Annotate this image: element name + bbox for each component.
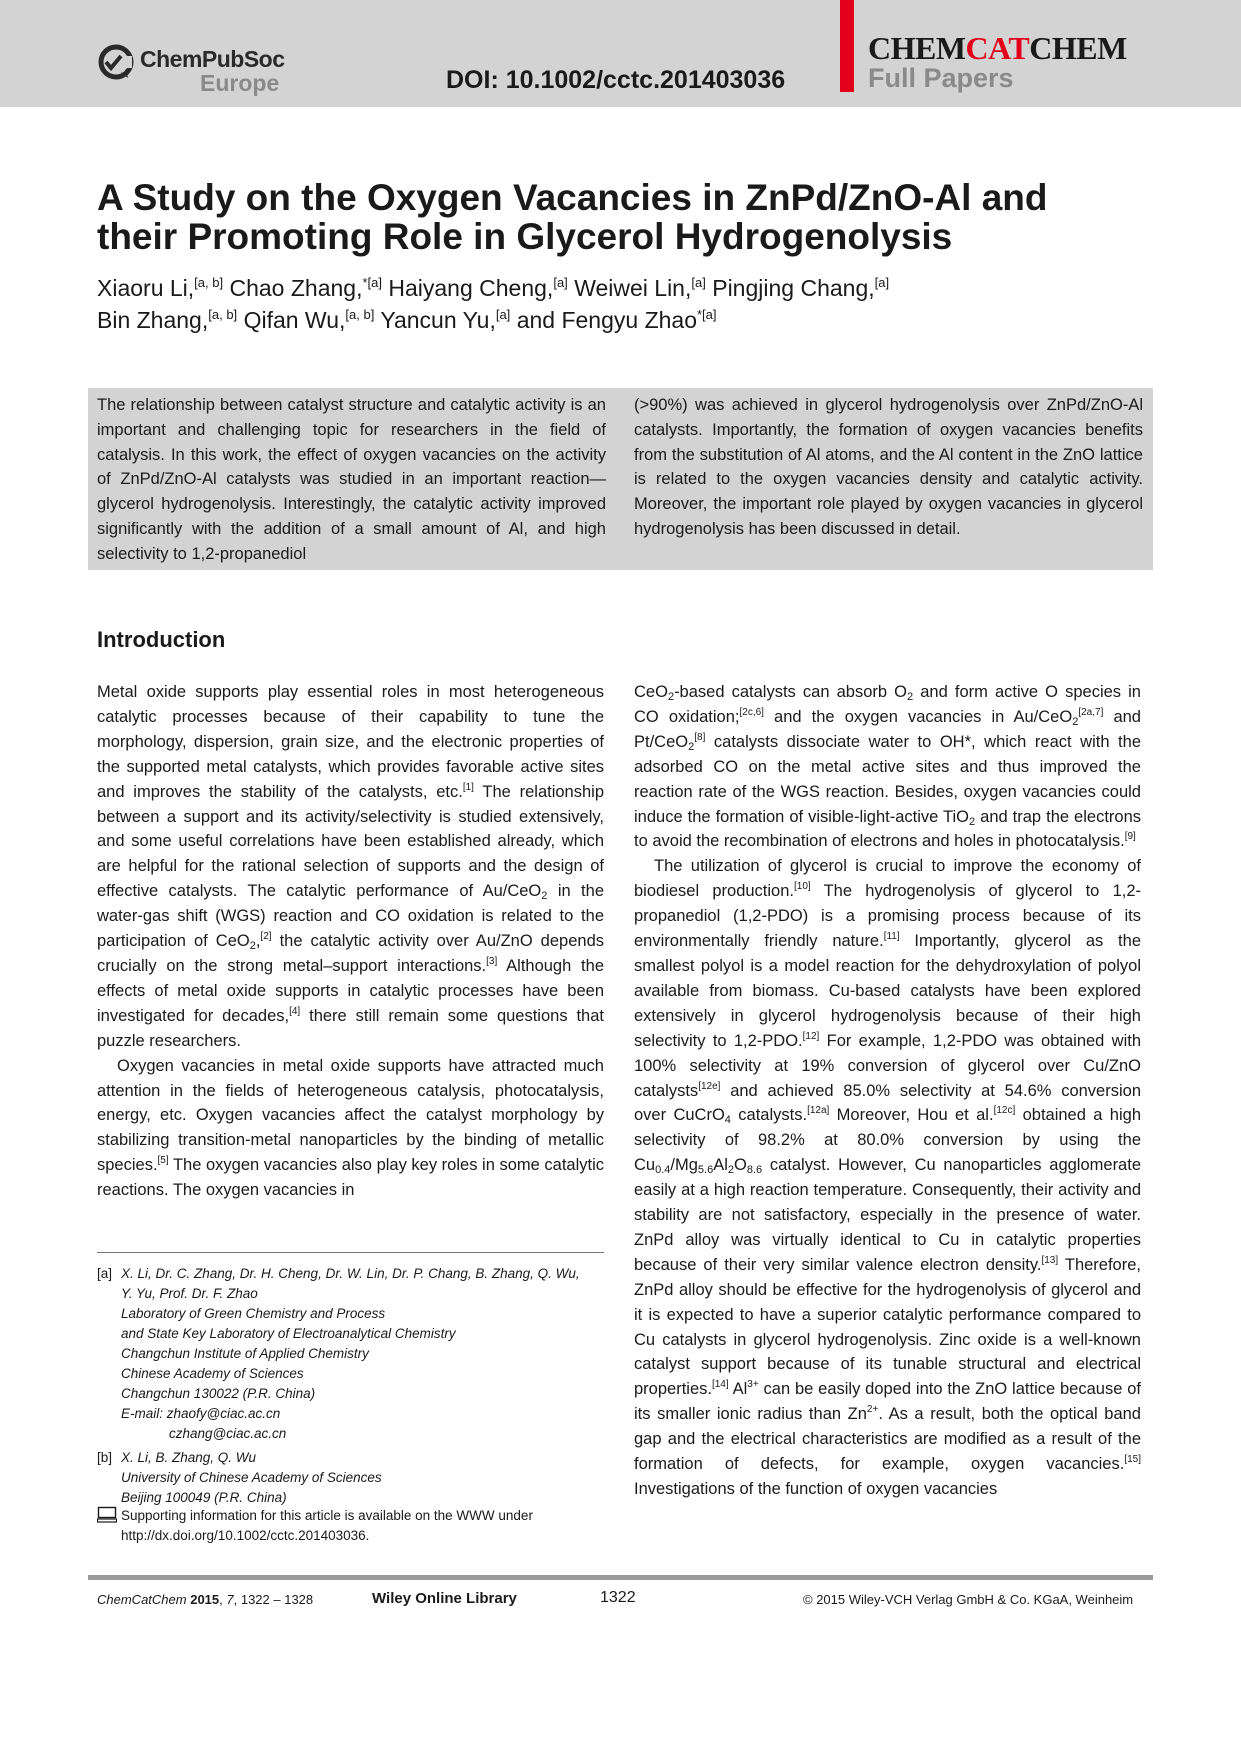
footnote-line: Changchun Institute of Applied Chemistry (121, 1346, 369, 1361)
footer-year: 2015 (190, 1592, 220, 1607)
citation-ref[interactable]: [5] (157, 1155, 169, 1167)
author-affiliation-marker: [a] (553, 275, 568, 290)
subscript: 2 (249, 940, 256, 953)
section-heading-introduction: Introduction (97, 627, 226, 652)
author-name: Xiaoru Li, (97, 275, 195, 301)
author-affiliation-marker: [a, b] (345, 307, 375, 322)
citation-ref[interactable]: [12a] (807, 1105, 830, 1117)
journal-name-part3: CHEM (1029, 30, 1127, 66)
subscript: 2 (1072, 715, 1079, 728)
email-link[interactable]: E-mail: zhaofy@ciac.ac.cn (121, 1406, 281, 1421)
citation-ref[interactable]: [13] (1041, 1254, 1059, 1266)
supporting-info-link[interactable]: http://dx.doi.org/10.1002/cctc.201403036. (121, 1528, 370, 1543)
footnote-divider (97, 1252, 604, 1253)
subscript: 5.6 (697, 1164, 714, 1177)
abstract-left-column: The relationship between catalyst structure and catalytic activity is an important and challenging topic for researchers in the field of catalysis. In this work, the effect of oxygen vacancies on the activity of ZnPd/ZnO-Al catalysts was studied in an important reaction—glycerol hydrogenolysis. Interestingly, the catalytic activity improved significantly with the addition of a small amount of Al, and high selectivity to 1,2-propanediol (97, 396, 606, 563)
paragraph: The utilization of glycerol is crucial to improve the economy of biodiesel production.[10] The hydrogenolysis of glycerol to 1,2-propanediol (1,2-PDO) is a promising process because of its environmentally friendly nature.[11] Importantly, glycerol as the smallest polyol is a model reaction for the dehydroxylation of polyol available from biomass. Cu-based catalysts have been explored extensively in glycerol hydrogenolysis because of their high selectivity to 1,2-PDO.[12] For example, 1,2-PDO was obtained with 100% selectivity at 19% conversion of glycerol over Cu/ZnO catalysts[12e] and achieved 85.0% selectivity at 54.6% conversion over CuCrO$_4$ catalysts.[12a] Moreover, Hou et al.[12c] obtained a high selectivity of 98.2% at 80.0% conversion by using the $Cu_{0.4}/Mg_{5.6}Al_2O_{8.6}$ catalyst. However, Cu nanoparticles agglomerate easily at a high reaction temperature. Consequently, their activity and stability are not satisfactory, especially in the presence of water. ZnPd alloy was virtually identical to Cu in catalytic properties because of their very similar valence electron density.[13] Therefore, ZnPd alloy should be effective for the hydrogenolysis of glycerol and it is expected to have a superior catalytic performance compared to Cu catalysts in glycerol hydrogenolysis. Zinc oxide is a well-known catalyst support because of its tunable structural and electrical properties.[14] Al$^{3+}$ can be easily doped into the ZnO lattice because of its smaller ionic radius than Zn$^{2+}$. As a result, both the optical band gap and the electrical characteristics are modified as a result of the formation of defects, for example, oxygen vacancies.[15] Investigations of the function of oxygen vacancies (634, 857, 1142, 1498)
citation-ref[interactable]: [15] (1124, 1454, 1141, 1466)
subscript: 2 (727, 1164, 734, 1177)
abstract-right-column: (>90%) was achieved in glycerol hydrogenolysis over ZnPd/ZnO-Al catalysts. Importantly, the formation of oxygen vacancies benefits from the substitution of Al atoms, and the Al content in the ZnO lattice is related to the oxygen vacancies density and catalytic activity. Moreover, the important role played by oxygen vacancies in glycerol hydrogenolysis has been discussed in detail. (634, 396, 1143, 538)
paragraph: CeO$_2$-based catalysts can absorb $O_2$ and form active O species in CO oxidation;[2c,6] and the oxygen vacancies in Au/CeO$_2$[2a,7] and Pt/CeO$_2$[8] catalysts dissociate water to OH*, which react with the adsorbed CO on the metal active sites and thus improved the reaction rate of the WGS reaction. Besides, oxygen vacancies could induce the formation of visible-light-active TiO$_2$ and trap the electrons to avoid the recombination of electrons and holes in photocatalysis.[9] (634, 683, 1142, 851)
footnote-line: X. Li, B. Zhang, Q. Wu (121, 1450, 257, 1465)
article-title (97, 178, 1097, 256)
footnote-line: X. Li, Dr. C. Zhang, Dr. H. Cheng, Dr. W. Lin, Dr. P. Chang, B. Zhang, Q. Wu, (121, 1266, 580, 1281)
citation-ref[interactable]: 2+ (866, 1404, 879, 1416)
journal-name (868, 30, 1127, 67)
publisher-logo[interactable] (96, 42, 286, 98)
author-name: and Fengyu Zhao (516, 307, 697, 333)
subscript: 2 (667, 691, 675, 703)
author-affiliation-marker: [a, b] (194, 275, 224, 290)
citation-ref[interactable]: [8] (694, 731, 706, 743)
subscript: 0.4 (655, 1164, 671, 1177)
footnote-marker: [a] (97, 1266, 113, 1281)
footer-divider (88, 1575, 1153, 1580)
citation-ref[interactable]: 3+ (747, 1379, 759, 1391)
subscript: 2 (969, 815, 976, 828)
citation-ref[interactable]: [14] (711, 1379, 729, 1391)
citation-ref[interactable]: [3] (486, 955, 498, 967)
publisher-name: ChemPubSoc (140, 46, 285, 72)
doi[interactable]: DOI: 10.1002/cctc.201403036 (446, 66, 786, 94)
citation-ref[interactable]: [12c] (993, 1105, 1016, 1117)
paragraph: Metal oxide supports play essential roles in most heterogeneous catalytic processes because of their capability to tune the morphology, dispersion, grain size, and the electronic properties of the supported metal catalysts, which provides favorable active sites and improves the stability of the catalysts, etc.[1] The relationship between a support and its activity/selectivity is studied extensively, and some useful correlations have been established already, which are helpful for the rational selection of supports and the design of effective catalysts. The catalytic performance of Au/CeO$_2$ in the water-gas shift (WGS) reaction and CO oxidation is related to the participation of CeO$_2$,[2] the catalytic activity over Au/ZnO depends crucially on the strong metal–support interactions.[3] Although the effects of metal oxide supports in catalytic processes have been investigated for decades,[4] there still remain some questions that puzzle researchers. (97, 683, 604, 1050)
journal-name-part1: CHEM (868, 30, 966, 66)
footnote-line: University of Chinese Academy of Sciences (121, 1470, 382, 1485)
footer-volume: 7 (226, 1592, 234, 1607)
citation-ref[interactable]: [11] (883, 931, 900, 943)
author-name: Chao Zhang, (229, 275, 363, 301)
title-line: their Promoting Role in Glycerol Hydrogenolysis (97, 216, 953, 257)
publisher-region: Europe (200, 70, 280, 96)
subscript: 4 (724, 1114, 731, 1127)
footnote-line: Y. Yu, Prof. Dr. F. Zhao (121, 1286, 258, 1301)
author-affiliation-marker: [a] (495, 307, 511, 322)
subscript: 2 (541, 890, 548, 903)
author-affiliation-marker: [a, b] (208, 307, 238, 322)
subscript: 8.6 (746, 1164, 763, 1177)
footer-pages: 1322 – 1328 (240, 1592, 314, 1607)
citation-ref[interactable]: [9] (1124, 831, 1136, 843)
author-name: Yancun Yu, (380, 307, 496, 333)
footnote-marker: [b] (97, 1450, 113, 1465)
footnote-line: Chinese Academy of Sciences (121, 1366, 304, 1381)
footnote-line: Changchun 130022 (P.R. China) (121, 1386, 316, 1401)
citation-ref[interactable]: [1] (462, 781, 474, 793)
wiley-online-library-link[interactable]: Wiley Online Library (372, 1590, 517, 1607)
computer-icon (97, 1506, 117, 1529)
citation-ref[interactable]: [2c,6] (739, 706, 764, 718)
chempubsoc-star-icon (96, 42, 136, 82)
footer-journal-name: ChemCatChem (97, 1592, 187, 1607)
svg-text:★: ★ (120, 67, 131, 81)
citation-ref[interactable]: [10] (794, 881, 811, 893)
footnote-line: Laboratory of Green Chemistry and Process (121, 1306, 386, 1321)
author-name: Pingjing Chang, (712, 275, 875, 301)
footer-citation: ChemCatChem 2015, 7, 1322 – 1328 (97, 1592, 314, 1607)
footnote-line: Supporting information for this article is available on the WWW under (121, 1508, 533, 1523)
article-type: Full Papers (868, 63, 1014, 93)
citation-ref[interactable]: [2a,7] (1078, 706, 1104, 718)
citation-ref[interactable]: [12] (802, 1030, 820, 1042)
journal-name-part2: CAT (965, 30, 1030, 66)
author-name: Weiwei Lin, (574, 275, 692, 301)
journal-accent-bar (840, 0, 854, 92)
author-name: Bin Zhang, (97, 307, 209, 333)
page-number: 1322 (600, 1589, 636, 1606)
paragraph: Oxygen vacancies in metal oxide supports have attracted much attention in the fields of heterogeneous catalysis, photocatalysis, energy, etc. Oxygen vacancies affect the catalyst morphology by stabilizing transition-metal nanoparticles by the binding of metallic species.[5] The oxygen vacancies also play key roles in some catalytic reactions. The oxygen vacancies in (97, 1056, 604, 1200)
author-affiliation-marker: *[a] (362, 275, 382, 290)
body-right-column (634, 680, 1141, 1502)
title-line: A Study on the Oxygen Vacancies in ZnPd/ZnO-Al and (97, 177, 1048, 218)
author-affiliation-marker: *[a] (697, 307, 717, 322)
author-affiliation-marker: [a] (691, 275, 706, 290)
author-affiliation-marker: [a] (874, 275, 890, 290)
citation-ref[interactable]: [2] (260, 931, 272, 943)
body-left-column (97, 680, 604, 1203)
footnote-line: Beijing 100049 (P.R. China) (121, 1490, 287, 1505)
citation-ref[interactable]: [4] (289, 1005, 301, 1017)
email-link[interactable]: czhang@ciac.ac.cn (169, 1426, 287, 1441)
author-name: Haiyang Cheng, (388, 275, 554, 301)
footnote-line: and State Key Laboratory of Electroanalytical Chemistry (121, 1326, 456, 1341)
author-list (97, 274, 1097, 338)
citation-ref[interactable]: [12e] (698, 1080, 721, 1092)
subscript: 2 (688, 740, 695, 753)
footnote-lines (121, 1264, 580, 1444)
copyright: © 2015 Wiley-VCH Verlag GmbH & Co. KGaA, Weinheim (803, 1592, 1134, 1607)
subscript: 2 (907, 691, 914, 703)
author-name: Qifan Wu, (243, 307, 346, 333)
